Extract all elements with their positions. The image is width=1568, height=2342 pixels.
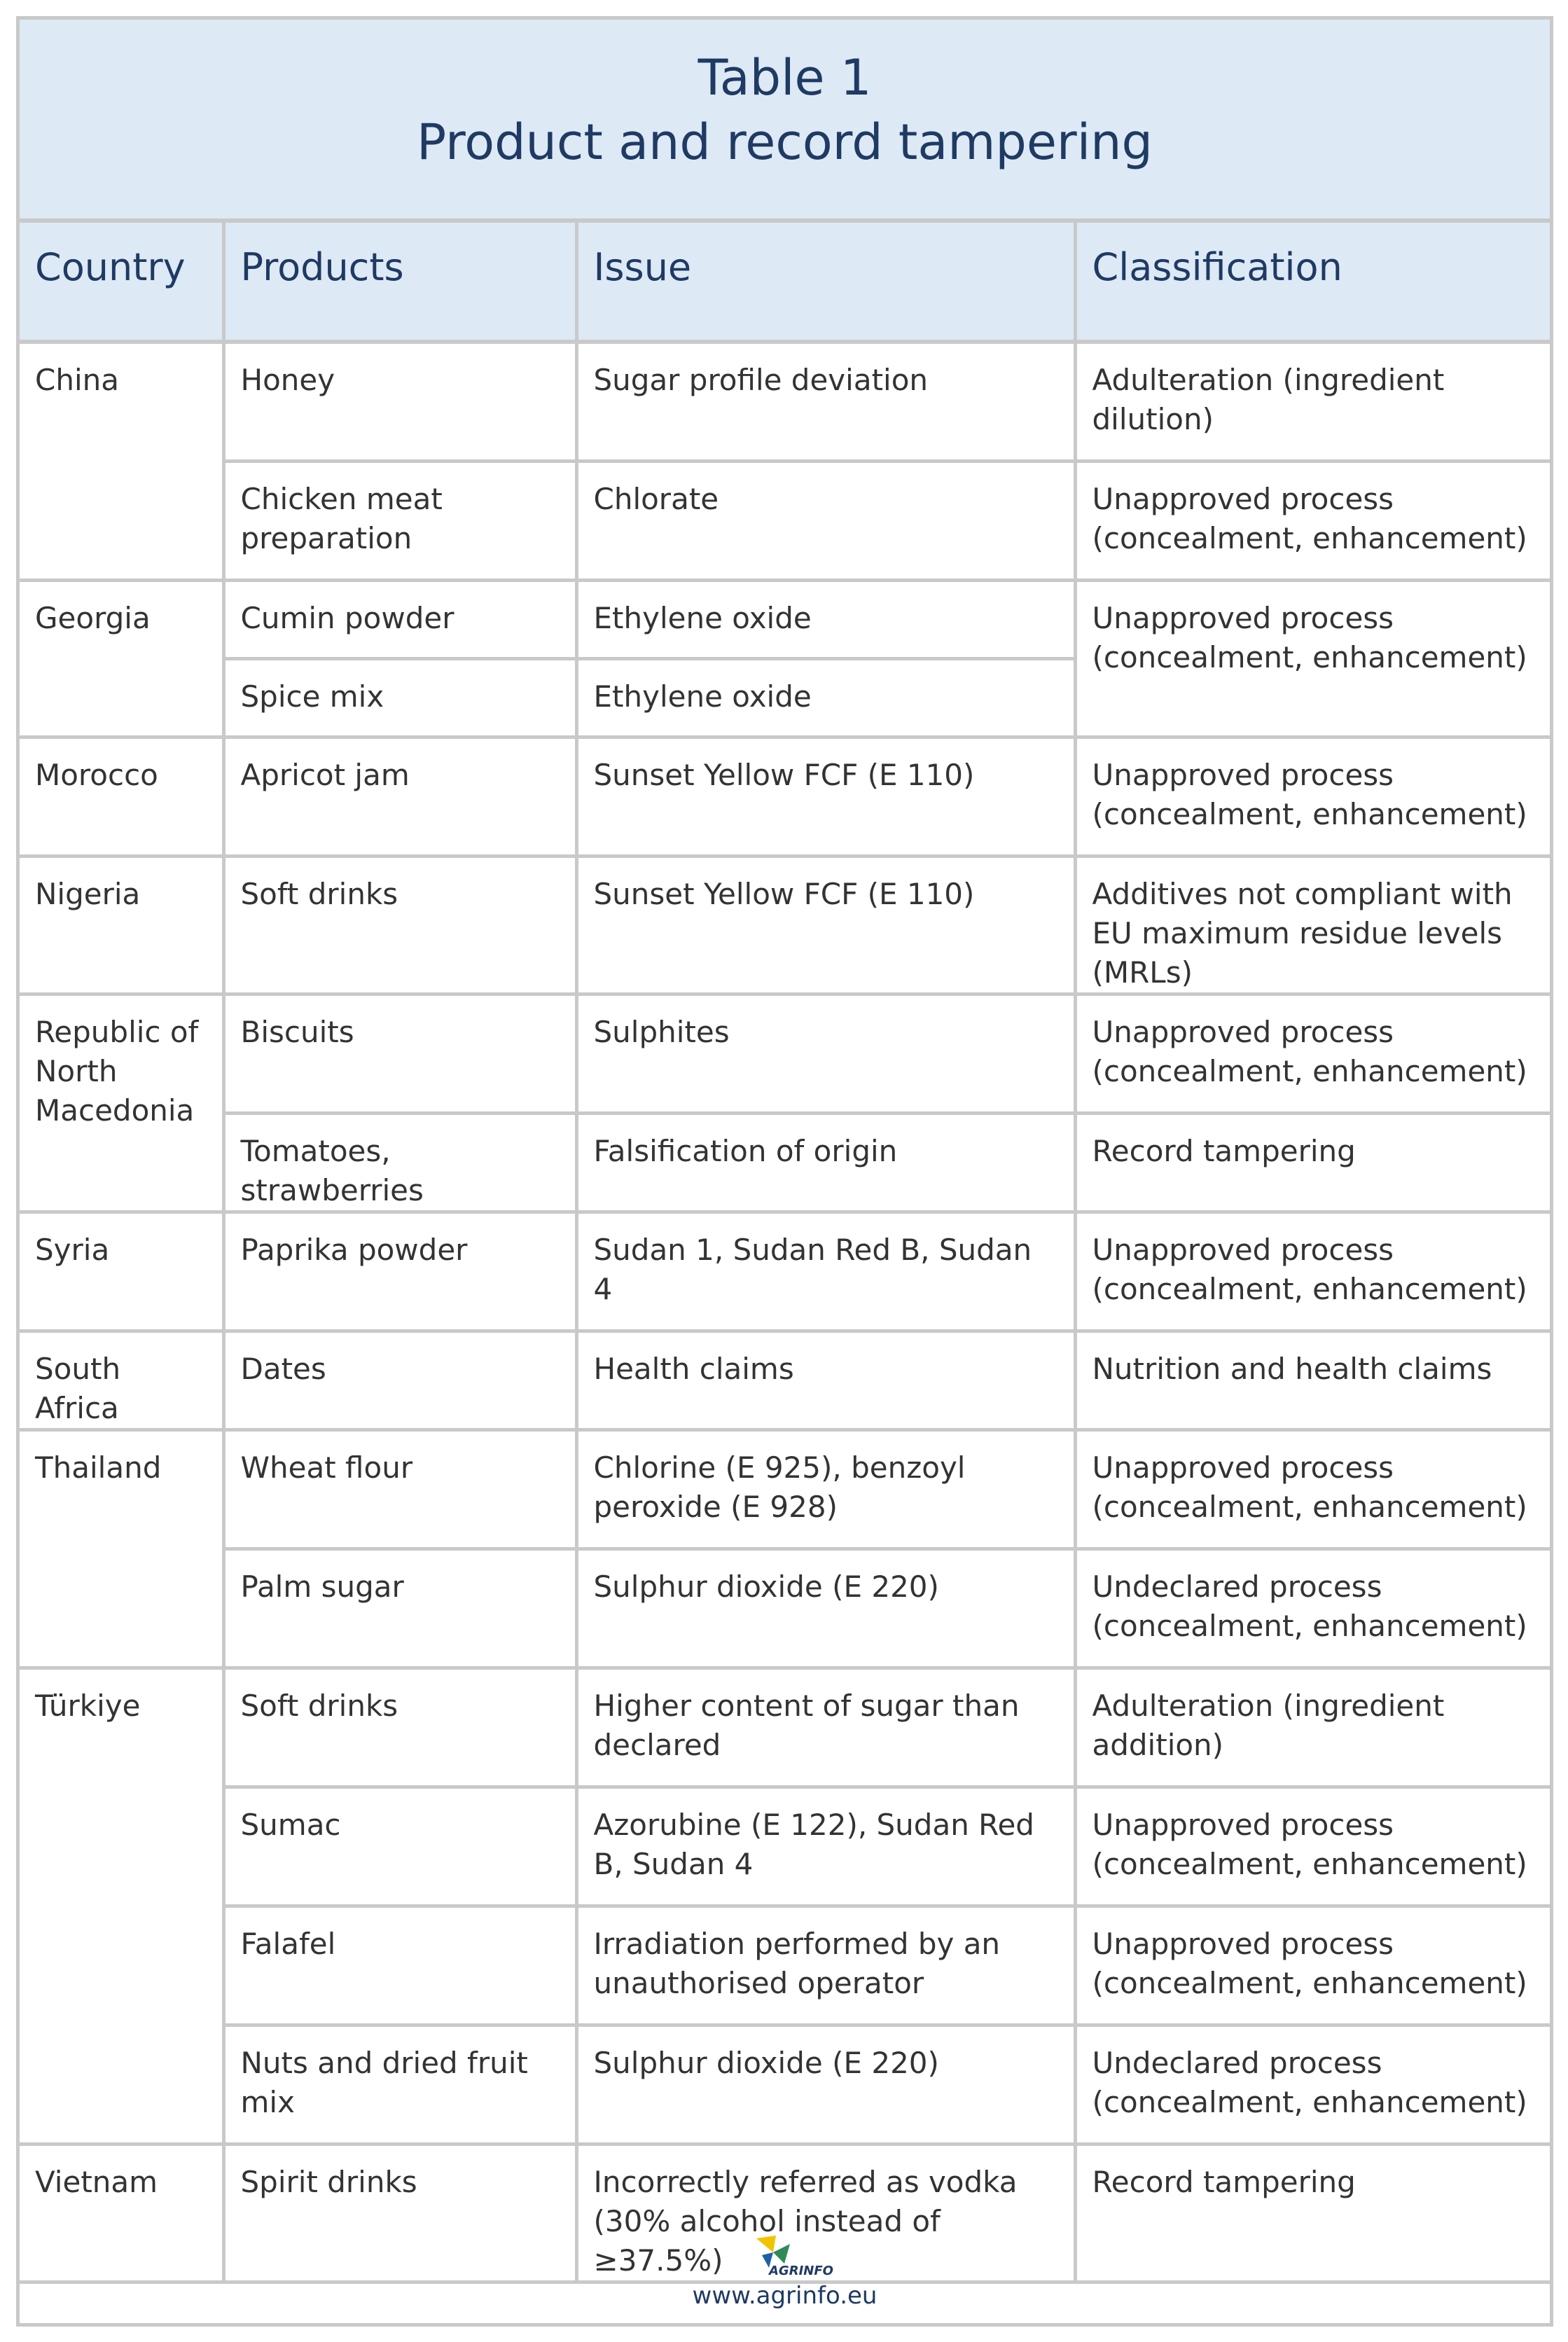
product-cell: Biscuits: [223, 994, 576, 1113]
product-cell: Tomatoes, strawberries: [223, 1113, 576, 1212]
issue-cell: Higher content of sugar than declared: [576, 1668, 1075, 1787]
table-row: [20, 994, 1550, 1113]
product-cell: Spirit drinks: [223, 2144, 576, 2282]
product-cell: Chicken meat preparation: [223, 461, 576, 580]
table-row: [20, 461, 1550, 580]
classification-cell: Undeclared process (concealment, enhancement): [1075, 2025, 1550, 2144]
product-cell: Dates: [223, 1331, 576, 1429]
classification-cell: Unapproved process (concealment, enhancement): [1075, 580, 1550, 737]
classification-cell: Unapproved process (concealment, enhancement): [1075, 1212, 1550, 1331]
classification-cell: Record tampering: [1075, 1113, 1550, 1212]
product-cell: Paprika powder: [223, 1212, 576, 1331]
product-cell: Cumin powder: [223, 580, 576, 658]
classification-cell: Unapproved process (concealment, enhancement): [1075, 1787, 1550, 1906]
table-row: [20, 580, 1550, 658]
product-cell: Nuts and dried fruit mix: [223, 2025, 576, 2144]
column-header-issue: Issue: [576, 223, 1075, 342]
product-cell: Falafel: [223, 1906, 576, 2025]
column-header-products: Products: [223, 223, 576, 342]
product-cell: Wheat flour: [223, 1429, 576, 1548]
country-cell: Republic of North Macedonia: [20, 994, 223, 1212]
classification-cell: Unapproved process (concealment, enhancement): [1075, 737, 1550, 856]
table-row: [20, 856, 1550, 994]
classification-cell: Additives not compliant with EU maximum residue levels (MRLs): [1075, 856, 1550, 994]
issue-cell: Incorrectly referred as vodka (30% alcohol instead of ≥37.5%): [576, 2144, 1075, 2282]
product-cell: Honey: [223, 342, 576, 461]
footer: [20, 2212, 1550, 2324]
issue-cell: Chlorine (E 925), benzoyl peroxide (E 928): [576, 1429, 1075, 1548]
table-frame: [16, 16, 1553, 2327]
product-cell: Soft drinks: [223, 856, 576, 994]
column-header-country: Country: [20, 223, 223, 342]
classification-cell: Unapproved process (concealment, enhancement): [1075, 1906, 1550, 2025]
issue-cell: Sudan 1, Sudan Red B, Sudan 4: [576, 1212, 1075, 1331]
issue-cell: Ethylene oxide: [576, 580, 1075, 658]
table-row: [20, 1668, 1550, 1787]
issue-cell: Sulphur dioxide (E 220): [576, 1548, 1075, 1668]
table-row: [20, 1787, 1550, 1906]
classification-cell: Nutrition and health claims: [1075, 1331, 1550, 1429]
product-cell: Palm sugar: [223, 1548, 576, 1668]
header-row: [20, 223, 1550, 342]
table-row: [20, 2025, 1550, 2144]
tampering-table: [20, 223, 1550, 2284]
issue-cell: Azorubine (E 122), Sudan Red B, Sudan 4: [576, 1787, 1075, 1906]
classification-cell: Record tampering: [1075, 2144, 1550, 2282]
issue-cell: Chlorate: [576, 461, 1075, 580]
issue-cell: Sugar profile deviation: [576, 342, 1075, 461]
classification-cell: Adulteration (ingredient dilution): [1075, 342, 1550, 461]
issue-cell: Health claims: [576, 1331, 1075, 1429]
table-row: [20, 1906, 1550, 2025]
issue-cell: Sulphur dioxide (E 220): [576, 2025, 1075, 2144]
country-cell: Morocco: [20, 737, 223, 856]
country-cell: China: [20, 342, 223, 580]
table-row: [20, 737, 1550, 856]
table-row: [20, 1113, 1550, 1212]
product-cell: Soft drinks: [223, 1668, 576, 1787]
country-cell: Vietnam: [20, 2144, 223, 2282]
column-header-classification: Classification: [1075, 223, 1550, 342]
country-cell: South Africa: [20, 1331, 223, 1429]
issue-cell: Sunset Yellow FCF (E 110): [576, 737, 1075, 856]
country-cell: Nigeria: [20, 856, 223, 994]
issue-cell: Ethylene oxide: [576, 658, 1075, 737]
country-cell: Türkiye: [20, 1668, 223, 2144]
country-cell: Georgia: [20, 580, 223, 737]
table-row: [20, 1429, 1550, 1548]
logo-text: AGRINFO: [769, 2264, 833, 2278]
classification-cell: Adulteration (ingredient addition): [1075, 1668, 1550, 1787]
classification-cell: Undeclared process (concealment, enhancement): [1075, 1548, 1550, 1668]
issue-cell: Sulphites: [576, 994, 1075, 1113]
country-cell: Thailand: [20, 1429, 223, 1668]
classification-cell: Unapproved process (concealment, enhancement): [1075, 461, 1550, 580]
table-title: Product and record tampering: [417, 113, 1153, 171]
issue-cell: Sunset Yellow FCF (E 110): [576, 856, 1075, 994]
product-cell: Spice mix: [223, 658, 576, 737]
table-row: [20, 1548, 1550, 1668]
table-row: [20, 342, 1550, 461]
issue-cell: Irradiation performed by an unauthorised operator: [576, 1906, 1075, 2025]
classification-cell: Unapproved process (concealment, enhancement): [1075, 994, 1550, 1113]
table-title-block: [20, 20, 1550, 223]
classification-cell: Unapproved process (concealment, enhancement): [1075, 1429, 1550, 1548]
website-url[interactable]: www.agrinfo.eu: [692, 2282, 877, 2310]
table-number: Table 1: [698, 49, 872, 106]
product-cell: Sumac: [223, 1787, 576, 1906]
table-row: [20, 1331, 1550, 1429]
product-cell: Apricot jam: [223, 737, 576, 856]
issue-cell: Falsification of origin: [576, 1113, 1075, 1212]
table-row: [20, 1212, 1550, 1331]
country-cell: Syria: [20, 1212, 223, 1331]
